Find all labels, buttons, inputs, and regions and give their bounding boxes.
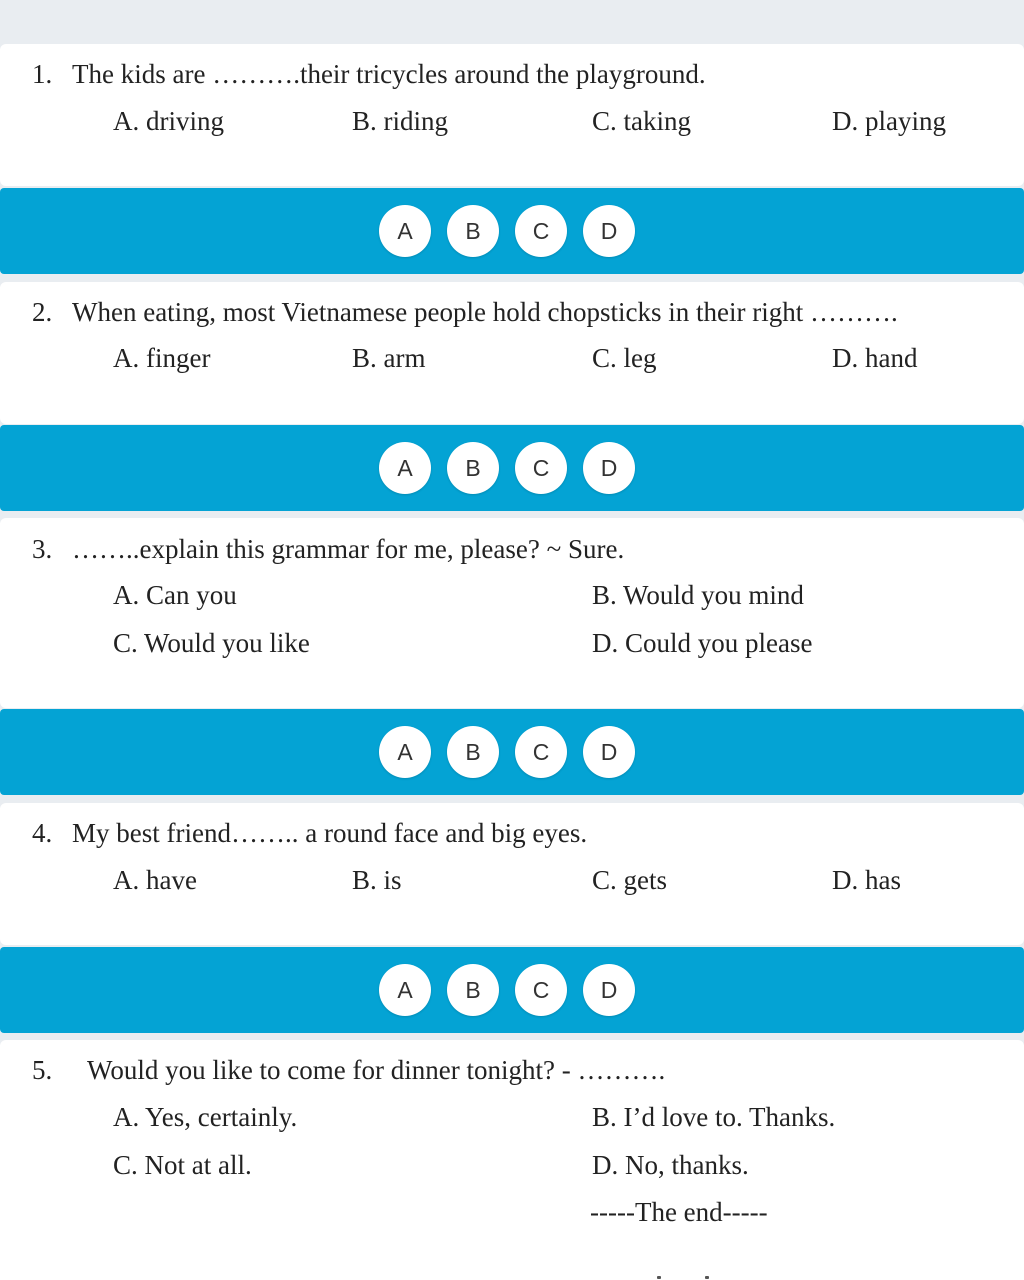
- answer-button-d[interactable]: D: [583, 205, 635, 257]
- answer-button-a[interactable]: A: [379, 205, 431, 257]
- option-c: C. gets: [592, 865, 668, 895]
- answer-button-a[interactable]: A: [379, 442, 431, 494]
- question-1-text-line: [32, 57, 706, 91]
- question-number: 2.: [32, 297, 53, 327]
- option-b: B. arm: [352, 343, 426, 373]
- end-marker-text: -----The end-----: [590, 1197, 768, 1227]
- option-b: B. is: [352, 865, 402, 895]
- answer-button-d[interactable]: D: [583, 964, 635, 1016]
- answer-button-b[interactable]: B: [447, 726, 499, 778]
- answer-bar-4: [0, 947, 1024, 1033]
- answer-bar-1: [0, 188, 1024, 274]
- option-c: C. taking: [592, 106, 691, 136]
- answer-button-b[interactable]: B: [447, 205, 499, 257]
- answer-bar-2: [0, 425, 1024, 511]
- option-a: A. Can you: [113, 580, 237, 610]
- option-c: C. Would you like: [113, 628, 310, 658]
- answer-button-c[interactable]: C: [515, 726, 567, 778]
- question-2-text-line: [32, 295, 898, 329]
- option-d: D. playing: [832, 106, 946, 136]
- option-a: A. have: [113, 865, 197, 895]
- option-d: D. has: [832, 865, 901, 895]
- question-card-2: [0, 282, 1024, 424]
- question-text: Would you like to come for dinner tonight? - ……….: [87, 1055, 666, 1085]
- question-text: When eating, most Vietnamese people hold chopsticks in their right ……….: [72, 297, 898, 327]
- answer-button-c[interactable]: C: [515, 964, 567, 1016]
- answer-button-b[interactable]: B: [447, 442, 499, 494]
- option-c: C. leg: [592, 343, 657, 373]
- option-a: A. finger: [113, 343, 211, 373]
- option-a: A. Yes, certainly.: [113, 1102, 298, 1132]
- question-4-text-line: [32, 816, 587, 850]
- question-number: 5.: [32, 1055, 53, 1085]
- answer-button-a[interactable]: A: [379, 964, 431, 1016]
- answer-button-d[interactable]: D: [583, 442, 635, 494]
- question-number: 1.: [32, 59, 53, 89]
- question-text: The kids are ……….their tricycles around the playground.: [72, 59, 706, 89]
- stray-mark: [657, 1276, 661, 1279]
- question-card-4: [0, 803, 1024, 945]
- option-d: D. No, thanks.: [592, 1150, 749, 1180]
- question-text: My best friend…….. a round face and big eyes.: [72, 818, 588, 848]
- question-text: ……..explain this grammar for me, please? ~ Sure.: [72, 534, 625, 564]
- option-b: B. riding: [352, 106, 449, 136]
- stray-mark: [705, 1276, 709, 1279]
- question-5-text-line: [32, 1053, 665, 1087]
- answer-button-c[interactable]: C: [515, 442, 567, 494]
- question-card-1: [0, 44, 1024, 186]
- option-b: B. I’d love to. Thanks.: [592, 1102, 836, 1132]
- question-number: 3.: [32, 534, 53, 564]
- option-a: A. driving: [113, 106, 224, 136]
- question-number: 4.: [32, 818, 53, 848]
- answer-button-a[interactable]: A: [379, 726, 431, 778]
- answer-button-d[interactable]: D: [583, 726, 635, 778]
- option-d: D. Could you please: [592, 628, 813, 658]
- answer-bar-3: [0, 709, 1024, 795]
- question-card-3: [0, 518, 1024, 708]
- answer-button-b[interactable]: B: [447, 964, 499, 1016]
- option-c: C. Not at all.: [113, 1150, 252, 1180]
- question-3-text-line: [32, 532, 624, 566]
- option-d: D. hand: [832, 343, 918, 373]
- answer-button-c[interactable]: C: [515, 205, 567, 257]
- option-b: B. Would you mind: [592, 580, 804, 610]
- question-card-5: [0, 1040, 1024, 1280]
